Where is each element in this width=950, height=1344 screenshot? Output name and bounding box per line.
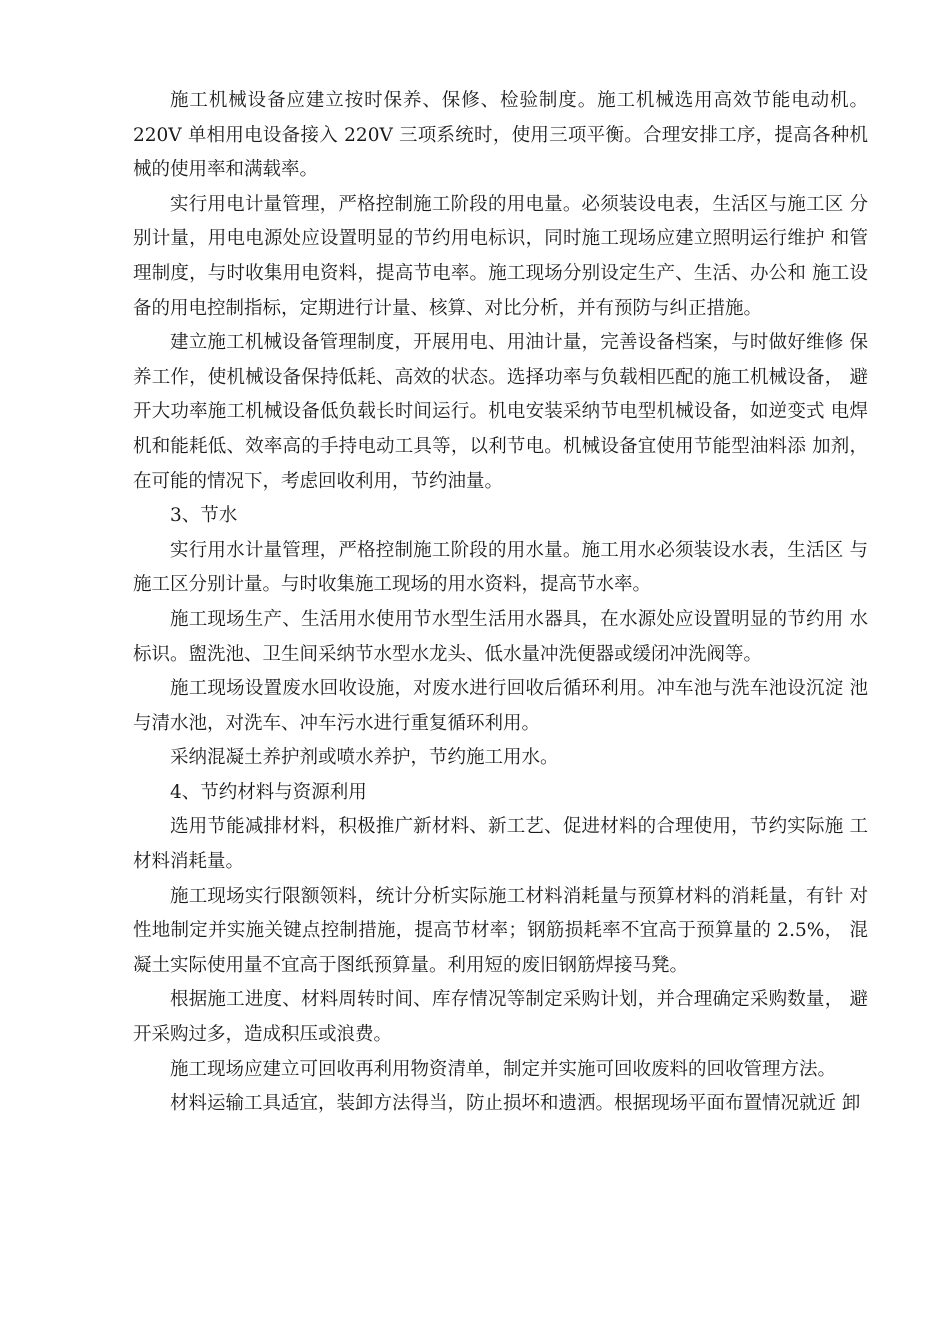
paragraph-water-fixtures: 施工现场生产、生活用水使用节水型生活用水器具，在水源处应设置明显的节约用 水标识。盥洗池、卫生间采纳节水型水龙头、低水量冲洗便器或缓闭冲洗阀等。	[133, 608, 868, 665]
paragraph-machinery-maintenance: 施工机械设备应建立按时保养、保修、检验制度。施工机械选用高效节能电动机。220V 单相用电设备接入 220V 三项系统时，使用三项平衡。合理安排工序，提高各种机 械的使用率和满载率。	[133, 90, 868, 181]
paragraph-concrete-curing: 采纳混凝土养护剂或喷水养护，节约施工用水。	[170, 747, 559, 769]
paragraph-equipment-management: 建立施工机械设备管理制度，开展用电、用油计量，完善设备档案，与时做好维修 保养工作，使机械设备保持低耗、高效的状态。选择功率与负载相匹配的施工机械设备， 避开大功率施工机械设备低负载长时间运行。机电安装采纳节电型机械设备，如逆变式 电焊机和能耗低、效率高的手持电动工具等，以利节电。机械设备宜使用节能型油料添 加剂，在可能的情况下，考虑回收利用，节约油量。	[133, 332, 868, 492]
paragraph-procurement-plan: 根据施工进度、材料周转时间、库存情况等制定采购计划，并合理确定采购数量， 避开采购过多，造成积压或浪费。	[133, 989, 868, 1046]
section-heading-water-saving: 3、节水	[170, 505, 238, 527]
paragraph-material-transport: 材料运输工具适宜，装卸方法得当，防止损坏和遗洒。根据现场平面布置情况就近 卸	[170, 1093, 861, 1115]
paragraph-wastewater-recycling: 施工现场设置废水回收设施，对废水进行回收后循环利用。冲车池与洗车池设沉淀 池与清水池，对洗车、冲车污水进行重复循环利用。	[133, 678, 868, 734]
paragraph-material-selection: 选用节能减排材料，积极推广新材料、新工艺、促进材料的合理使用，节约实际施 工材料消耗量。	[133, 816, 868, 873]
paragraph-water-metering: 实行用水计量管理，严格控制施工阶段的用水量。施工用水必须装设水表，生活区 与施工区分别计量。与时收集施工现场的用水资料，提高节水率。	[133, 539, 868, 596]
document-body	[133, 84, 868, 1122]
paragraph-material-quota: 施工现场实行限额领料，统计分析实际施工材料消耗量与预算材料的消耗量，有针 对性地制定并实施关键点控制措施，提高节材率；钢筋损耗率不宜高于预算量的 2.5%， 混凝土实际使用量不宜高于图纸预算量。利用短的废旧钢筋焊接马凳。	[133, 885, 868, 976]
paragraph-recycling-list: 施工现场应建立可回收再利用物资清单，制定并实施可回收废料的回收管理方法。	[170, 1058, 837, 1080]
section-heading-materials: 4、节约材料与资源利用	[170, 781, 367, 803]
paragraph-electricity-metering: 实行用电计量管理，严格控制施工阶段的用电量。必须装设电表，生活区与施工区 分别计量，用电电源处应设置明显的节约用电标识，同时施工现场应建立照明运行维护 和管理制度，与时收集用电资料，提高节电率。施工现场分别设定生产、生活、办公和 施工设备的用电控制指标，定期进行计量、核算、对比分析，并有预防与纠正措施。	[133, 193, 868, 319]
